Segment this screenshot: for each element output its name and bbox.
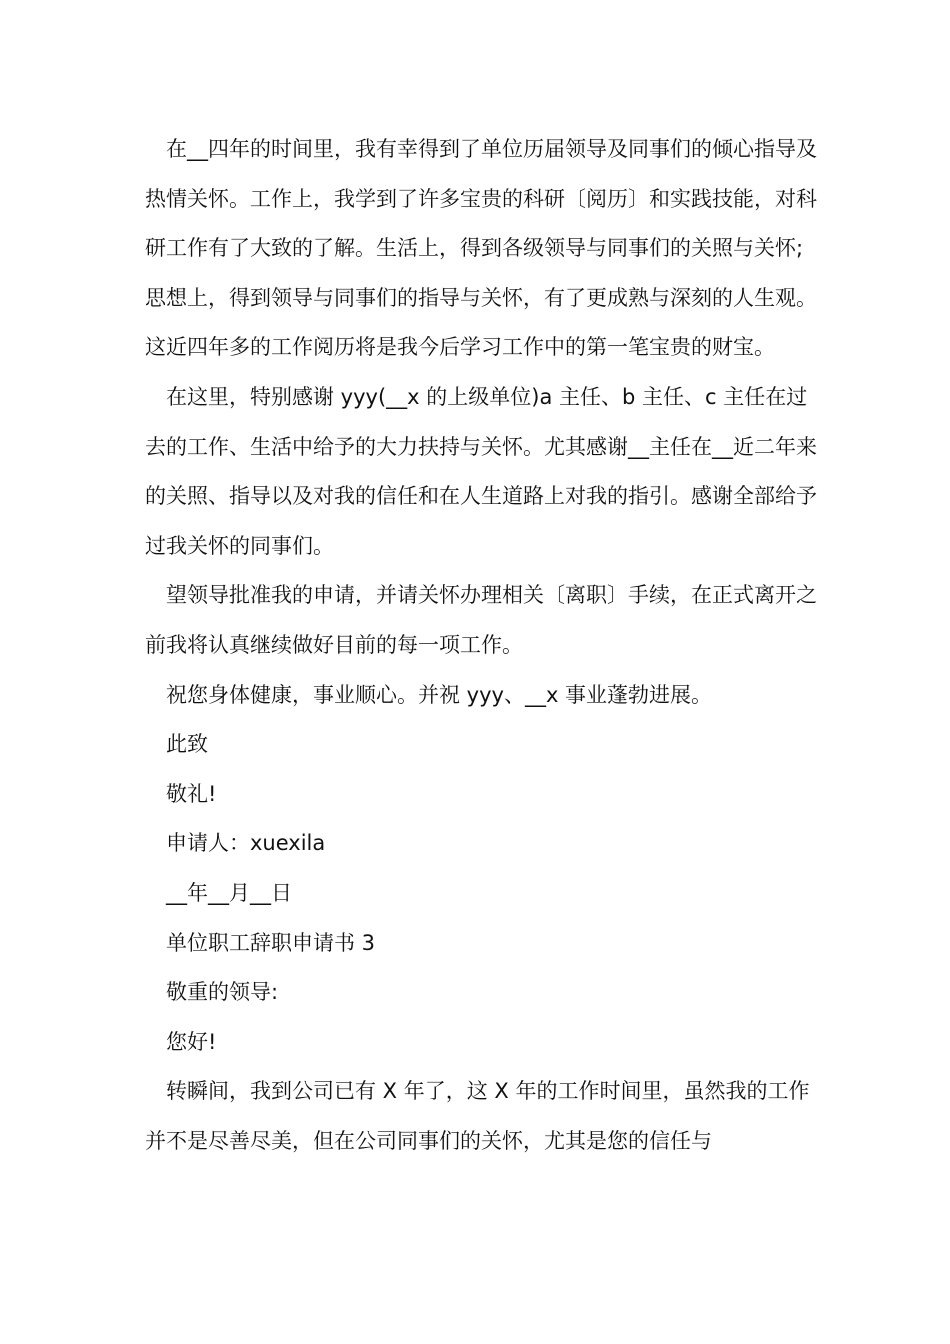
date-line: __年__月__日 — [166, 880, 292, 905]
paragraph-gratitude: 在__四年的时间里，我有幸得到了单位历届领导及同事们的倾心指导及热情关怀。工作上，我学到了许多宝贵的科研〔阅历〕和实践技能，对科研工作有了大致的了解。生活上，得到各级领导与同事们的关照与关怀;思想上，得到领导与同事们的指导与关怀，有了更成熟与深刻的人生观。这近四年多的工作阅历将是我今后学习工作中的第一笔宝贵的财宝。 — [145, 137, 817, 360]
paragraph-next-letter: 转瞬间，我到公司已有 X 年了，这 X 年的工作时间里，虽然我的工作并不是尽善尽美，但在公司同事们的关怀，尤其是您的信任与 — [145, 1079, 810, 1153]
closing-line-2: 敬礼! — [166, 781, 217, 806]
greeting-line: 您好! — [166, 1029, 217, 1054]
wishes-line: 祝您身体健康，事业顺心。并祝 yyy、__x 事业蓬勃进展。 — [166, 682, 713, 707]
document-body — [145, 125, 820, 1166]
paragraph-thanks: 在这里，特别感谢 yyy(__x 的上级单位)a 主任、b 主任、c 主任在过去的工作、生活中给予的大力扶持与关怀。尤其感谢__主任在__近二年来的关照、指导以及对我的信任和在人生道路上对我的指引。感谢全部给予过我关怀的同事们。 — [145, 384, 817, 558]
section-title: 单位职工辞职申请书 3 — [166, 930, 376, 955]
salutation-line: 敬重的领导: — [166, 980, 279, 1005]
applicant-line: 申请人：xuexila — [166, 831, 326, 856]
paragraph-request: 望领导批准我的申请，并请关怀办理相关〔离职〕手续，在正式离开之前我将认真继续做好目前的每一项工作。 — [145, 583, 817, 657]
closing-line-1: 此致 — [166, 732, 208, 757]
